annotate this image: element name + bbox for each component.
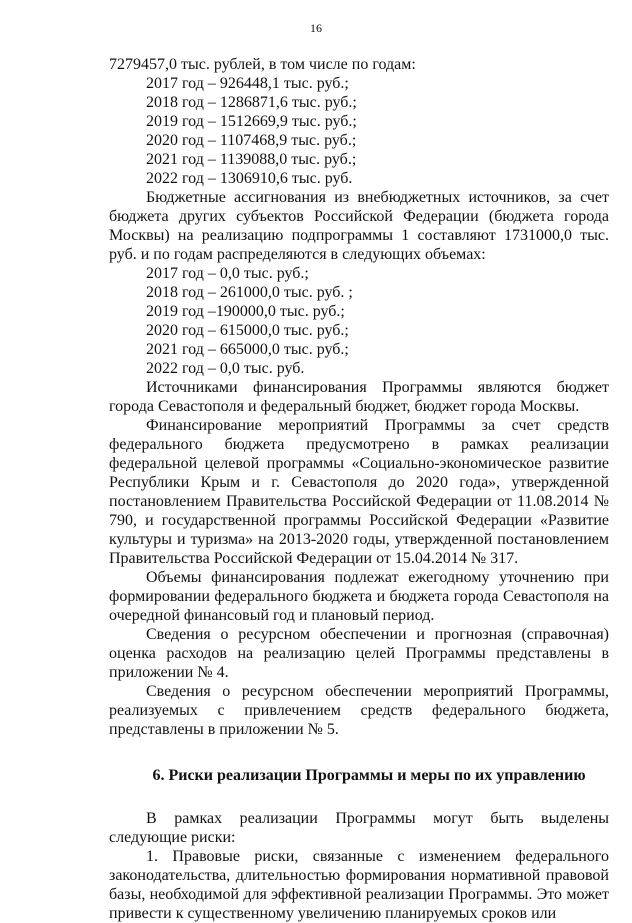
risks-intro-paragraph: В рамках реализации Программы могут быть выделены следующие риски: (109, 810, 609, 846)
page-body (109, 55, 609, 923)
moscow-budget-year-line: 2019 год –190000,0 тыс. руб.; (146, 303, 345, 320)
extrabudgetary-paragraph: Бюджетные ассигнования из внебюджетных источников, за счет бюджета других субъектов Российской Федерации (бюджета города Москвы) на реализацию подпрограммы 1 составляют 1731000,0 тыс. руб. и по годам распределяются в следующих объемах: (109, 189, 609, 263)
moscow-budget-year-line: 2017 год – 0,0 тыс. руб.; (146, 265, 309, 282)
funding-sources-paragraph: Источниками финансирования Программы являются бюджет города Севастополя и федеральный бюджет, бюджет города Москвы. (109, 379, 609, 415)
federal-funding-paragraph: Финансирование мероприятий Программы за счет средств федерального бюджета предусмотрено в рамках реализации федеральной целевой программы «Социально-экономическое развитие Республики Крым и г. Севастополя до 2020 года», утвержденной постановлением Правительства Российской Федерации от 11.08.2014 № 790, и государственной программы Российской Федерации «Развитие культуры и туризма» на 2013-2020 годы, утвержденной постановлением Правительства Российской Федерации от 15.04.2014 № 317. (109, 417, 609, 567)
budget-year-line: 2020 год – 1107468,9 тыс. руб.; (146, 132, 357, 149)
budget-year-line: 2021 год – 1139088,0 тыс. руб.; (146, 151, 357, 168)
page-number: 16 (310, 21, 322, 35)
appendix-4-paragraph: Сведения о ресурсном обеспечении и прогнозная (справочная) оценка расходов на реализацию целей Программы представлены в приложении № 4. (109, 626, 609, 681)
budget-year-line: 2022 год – 1306910,6 тыс. руб. (146, 170, 353, 187)
moscow-budget-year-line: 2018 год – 261000,0 тыс. руб. ; (146, 284, 353, 301)
funding-volumes-paragraph: Объемы финансирования подлежат ежегодному уточнению при формировании федерального бюджета и бюджета города Севастополя на очередной финансовый год и плановый период. (109, 569, 609, 624)
budget-total-line: 7279457,0 тыс. рублей, в том числе по годам: (109, 56, 416, 73)
budget-year-line: 2018 год – 1286871,6 тыс. руб.; (146, 94, 357, 111)
appendix-5-paragraph: Сведения о ресурсном обеспечении мероприятий Программы, реализуемых с привлечением средств федерального бюджета, представлены в приложении № 5. (109, 683, 609, 738)
legal-risks-paragraph: 1. Правовые риски, связанные с изменением федерального законодательства, длительностью формирования нормативной правовой базы, необходимой для эффективной реализации Программы. Это может привести к существенному увеличению планируемых сроков или (109, 848, 609, 922)
moscow-budget-year-line: 2022 год – 0,0 тыс. руб. (146, 360, 305, 377)
moscow-budget-year-line: 2021 год – 665000,0 тыс. руб.; (146, 341, 349, 358)
budget-year-line: 2019 год – 1512669,9 тыс. руб.; (146, 113, 357, 130)
budget-year-line: 2017 год – 926448,1 тыс. руб.; (146, 75, 349, 92)
moscow-budget-year-line: 2020 год – 615000,0 тыс. руб.; (146, 322, 349, 339)
section-heading: 6. Риски реализации Программы и меры по их управлению (152, 767, 586, 784)
